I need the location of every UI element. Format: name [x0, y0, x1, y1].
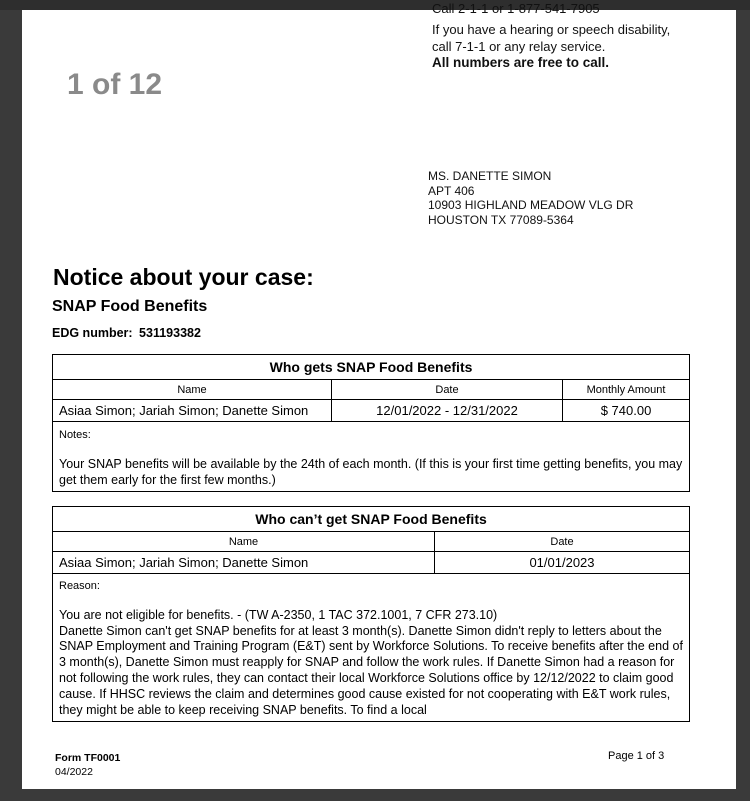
contact-cut-line: Call 2-1-1 or 1-877-541-7905: [432, 1, 600, 16]
who-gets-title: Who gets SNAP Food Benefits: [53, 355, 690, 380]
who-cant-reason: [53, 574, 690, 722]
who-cant-col-name: Name: [53, 532, 435, 552]
who-cant-table: [52, 506, 690, 722]
address-name: MS. DANETTE SIMON: [428, 169, 552, 183]
document-page: [22, 1, 736, 789]
edg-label: EDG number:: [52, 326, 133, 340]
who-gets-name: Asiaa Simon; Jariah Simon; Danette Simon: [53, 400, 332, 422]
footer-page-number: Page 1 of 3: [608, 750, 665, 762]
mailing-address: [428, 169, 633, 227]
who-cant-date: 01/01/2023: [435, 552, 690, 574]
reason-line-1: You are not eligible for benefits. - (TW A-2350, 1 TAC 372.1001, 7 CFR 273.10): [59, 607, 498, 622]
viewer-top-bar: [0, 0, 750, 10]
notes-text: Your SNAP benefits will be available by the 24th of each month. (If this is your first time getting benefits, you may get them early for the first few months.): [59, 457, 683, 487]
who-cant-name: Asiaa Simon; Jariah Simon; Danette Simon: [53, 552, 435, 574]
who-gets-amount: $ 740.00: [563, 400, 690, 422]
reason-label: Reason:: [59, 580, 100, 592]
edg-number: [52, 326, 201, 340]
address-line-3: HOUSTON TX 77089-5364: [428, 212, 574, 227]
program-name: SNAP Food Benefits: [52, 298, 208, 315]
notice-title: Notice about your case:: [53, 264, 314, 290]
who-cant-title: Who can’t get SNAP Food Benefits: [53, 507, 690, 532]
footer-form-date: 04/2022: [55, 766, 93, 778]
who-cant-col-date: Date: [435, 532, 690, 552]
who-gets-col-name: Name: [53, 380, 332, 400]
page-indicator: 1 of 12: [67, 68, 163, 101]
contact-line-1: If you have a hearing or speech disability,: [432, 22, 671, 37]
contact-line-2: call 7-1-1 or any relay service.: [432, 38, 606, 54]
reason-text: Danette Simon can't get SNAP benefits for at least 3 month(s). Danette Simon didn't reply to letters about the SNAP Employment and Training Program (E&T) sent by Workforce Solutions. To receive benefits after the end of 3 month(s), Danette Simon must reapply for SNAP and follow the work rules. If Danette Simon had a reason for not following the work rules, they can contact their local Workforce Solutions office by 12/12/2022 to claim good cause. If HHSC reviews the claim and determines good cause existed for not cooperating with E&T work rules, they might be able to keep receiving SNAP benefits. To find a local: [59, 623, 683, 717]
who-gets-notes: [53, 422, 690, 492]
address-line-1: APT 406: [428, 183, 475, 198]
contact-line-3: All numbers are free to call.: [432, 55, 610, 70]
edg-value: 531193382: [139, 326, 201, 340]
who-gets-table: [52, 354, 690, 492]
address-line-2: 10903 HIGHLAND MEADOW VLG DR: [428, 198, 634, 212]
who-gets-col-amount: Monthly Amount: [563, 380, 690, 400]
contact-info: [432, 22, 670, 72]
notes-label: Notes:: [59, 429, 91, 441]
who-gets-col-date: Date: [332, 380, 563, 400]
who-gets-date: 12/01/2022 - 12/31/2022: [332, 400, 563, 422]
footer-form-id: Form TF0001: [55, 752, 121, 764]
